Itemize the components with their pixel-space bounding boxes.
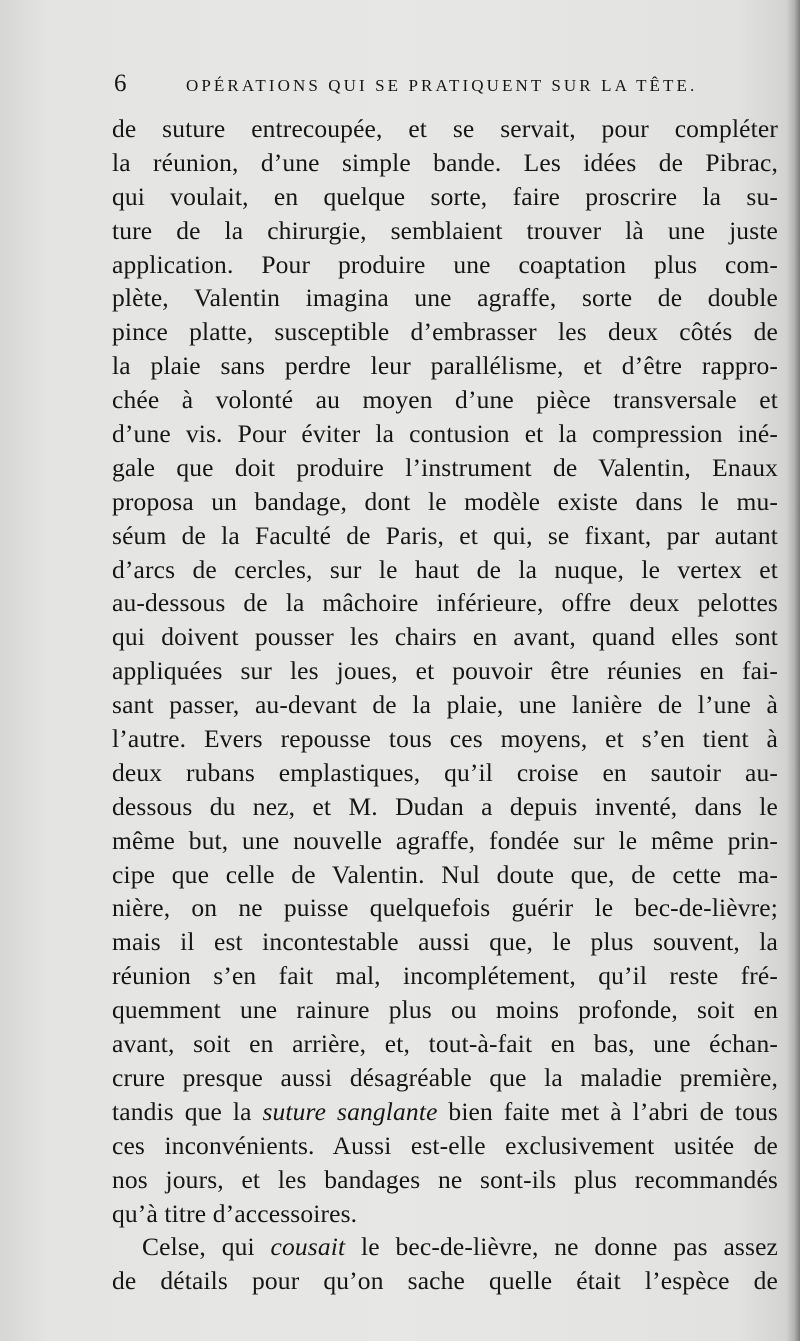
text-line: dessous du nez, et M. Dudan a depuis inventé, dans le <box>112 791 778 821</box>
text-line: même but, une nouvelle agraffe, fondée sur le même prin- <box>112 825 778 855</box>
text-line: qui voulait, en quelque sorte, faire proscrire la su- <box>112 181 778 211</box>
text-line: nos jours, et les bandages ne sont-ils plus recommandés <box>112 1164 778 1194</box>
text-line: appliquées sur les joues, et pouvoir être réunies en fai- <box>112 656 778 686</box>
page-number: 6 <box>114 70 127 97</box>
text-line: mais il est incontestable aussi que, le plus souvent, la <box>112 927 778 957</box>
text-line: gale que doit produire l’instrument de Valentin, Enaux <box>112 452 778 482</box>
paragraph-start-line: Celse, qui cousait le bec-de-lièvre, ne donne pas assez <box>142 1232 779 1262</box>
text-line: la plaie sans perdre leur parallélisme, et d’être rappro- <box>112 351 778 381</box>
body-text <box>112 112 778 1298</box>
text-line: de suture entrecoupée, et se servait, pour compléter <box>112 114 778 143</box>
text-line: d’une vis. Pour éviter la contusion et la compression iné- <box>112 419 778 449</box>
text-line: ture de la chirurgie, semblaient trouver là une juste <box>112 215 778 245</box>
text-line: pince platte, susceptible d’embrasser les deux côtés de <box>112 317 778 347</box>
italic-term: cousait <box>270 1232 346 1262</box>
text-line: cipe que celle de Valentin. Nul doute que, de cette ma- <box>112 859 778 889</box>
text-line: de détails pour qu’on sache quelle était l’espèce de <box>112 1266 778 1296</box>
running-head <box>114 66 754 106</box>
text-line: sant passer, au-devant de la plaie, une lanière de l’une à <box>112 690 778 720</box>
text-line: séum de la Faculté de Paris, et qui, se fixant, par autant <box>112 520 778 550</box>
text-line: nière, on ne puisse quelquefois guérir le bec-de-lièvre; <box>112 893 778 923</box>
text-line: plète, Valentin imagina une agraffe, sorte de double <box>112 283 778 313</box>
text-line: deux rubans emplastiques, qu’il croise en sautoir au- <box>112 757 778 787</box>
text-line: la réunion, d’une simple bande. Les idées de Pibrac, <box>112 147 778 177</box>
text-line: proposa un bandage, dont le modèle existe dans le mu- <box>112 486 778 516</box>
paragraph-end-line: qu’à titre d’accessoires. <box>112 1198 358 1228</box>
text-line: au-dessous de la mâchoire inférieure, offre deux pelottes <box>112 588 778 618</box>
italic-term: suture sanglante <box>262 1096 438 1126</box>
text-line: tandis que la suture sanglante bien faite met à l’abri de tous <box>112 1096 779 1126</box>
text-line: application. Pour produire une coaptation plus com- <box>112 249 778 279</box>
text-line: avant, soit en arrière, et, tout-à-fait en bas, une échan- <box>112 1029 778 1059</box>
text-line: ces inconvénients. Aussi est-elle exclusivement usitée de <box>112 1130 778 1160</box>
running-head-title: OPÉRATIONS QUI SE PRATIQUENT SUR LA TÊTE. <box>186 76 698 95</box>
text-line: crure presque aussi désagréable que la maladie première, <box>112 1062 778 1092</box>
text-line: réunion s’en fait mal, incomplétement, qu’il reste fré- <box>112 961 778 991</box>
text-line: d’arcs de cercles, sur le haut de la nuque, le vertex et <box>112 554 778 584</box>
text-line: l’autre. Evers repousse tous ces moyens, et s’en tient à <box>112 724 778 754</box>
text-line: qui doivent pousser les chairs en avant, quand elles sont <box>112 622 778 652</box>
text-line: quemment une rainure plus ou moins profonde, soit en <box>112 995 778 1025</box>
text-line: chée à volonté au moyen d’une pièce transversale et <box>112 385 778 415</box>
